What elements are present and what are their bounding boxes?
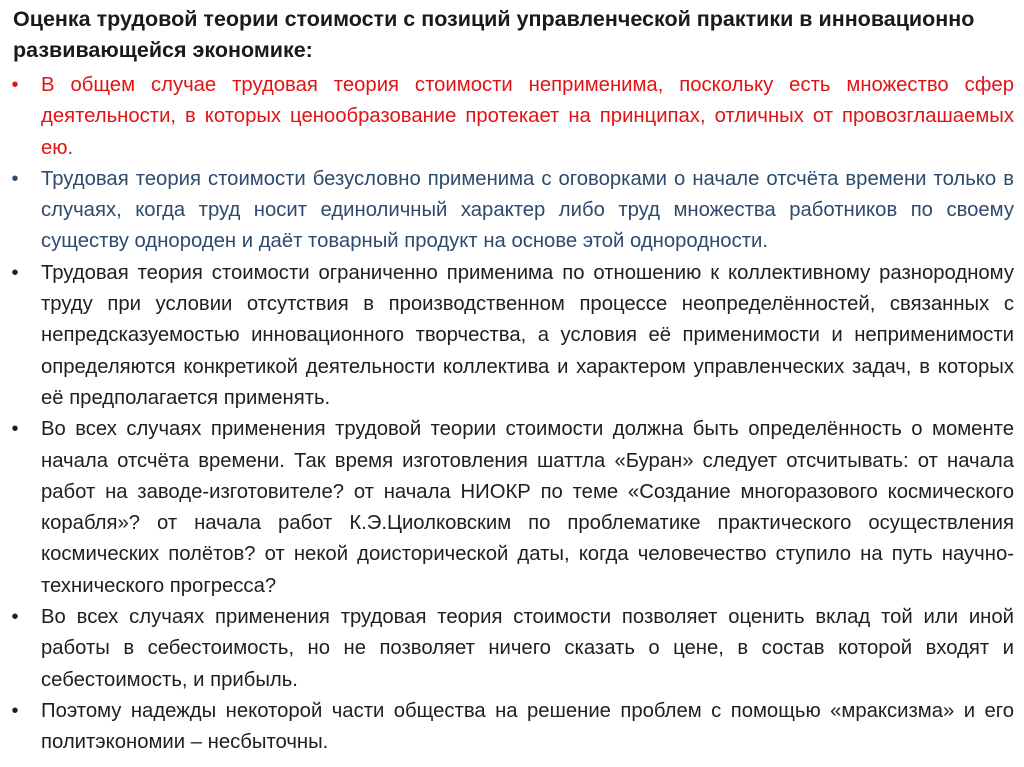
bullet-text: Во всех случаях применения трудовой теории стоимости должна быть определённость о моменте начала отсчёта времени. Так время изготовления шаттла «Буран» следует отсчитывать: от начала работ на заводе-изготовителе? от начала НИОКР по теме «Создание многоразового космического корабля»? от начала работ К.Э.Циолковским по проблематике практического осуществления космических полётов? от некой доисторической даты, когда человечество ступило на путь научно-технического прогресса? (41, 418, 1014, 597)
bullet-marker: • (11, 418, 19, 441)
bullet-item-1 (0, 70, 1024, 164)
bullet-item-3 (0, 258, 1024, 414)
bullet-item-6 (0, 696, 1024, 759)
bullet-text: Трудовая теория стоимости безусловно применима с оговорками о начале отсчёта времени только в случаях, когда труд носит единоличный характер либо труд множества работников по своему существу однороден и даёт товарный продукт на основе этой однородности. (41, 167, 1014, 253)
bullet-marker: • (11, 261, 19, 284)
slide-title: Оценка трудовой теории стоимости с позиций управленческой практики в инновационно развивающейся экономике: (13, 7, 975, 62)
bullet-text: Поэтому надежды некоторой части общества на решение проблем с помощью «мраксизма» и его политэкономии – несбыточны. (41, 699, 1014, 754)
bullet-marker: • (11, 606, 19, 629)
bullet-list (0, 70, 1024, 759)
bullet-text: Во всех случаях применения трудовая теория стоимости позволяет оценить вклад той или иной работы в себестоимость, но не позволяет ничего сказать о цене, в состав которой входят и себестоимость, и прибыль. (41, 606, 1014, 691)
bullet-item-5 (0, 602, 1024, 696)
bullet-marker: • (11, 699, 19, 722)
bullet-item-4 (0, 414, 1024, 602)
bullet-text: Трудовая теория стоимости ограниченно применима по отношению к коллективному разнородному труду при условии отсутствия в производственном процессе неопределённостей, связанных с непредсказуемостью инновационного творчества, а условия её применимости и неприменимости определяются конкретикой деятельности коллектива и характером управленческих задач, в которых её предполагается применять. (41, 261, 1014, 409)
bullet-item-2 (0, 164, 1024, 258)
bullet-marker: • (11, 167, 19, 190)
bullet-text: В общем случае трудовая теория стоимости неприменима, поскольку есть множество сфер деятельности, в которых ценообразование протекает на принципах, отличных от провозглашаемых ею. (41, 74, 1014, 159)
bullet-marker: • (11, 74, 19, 96)
